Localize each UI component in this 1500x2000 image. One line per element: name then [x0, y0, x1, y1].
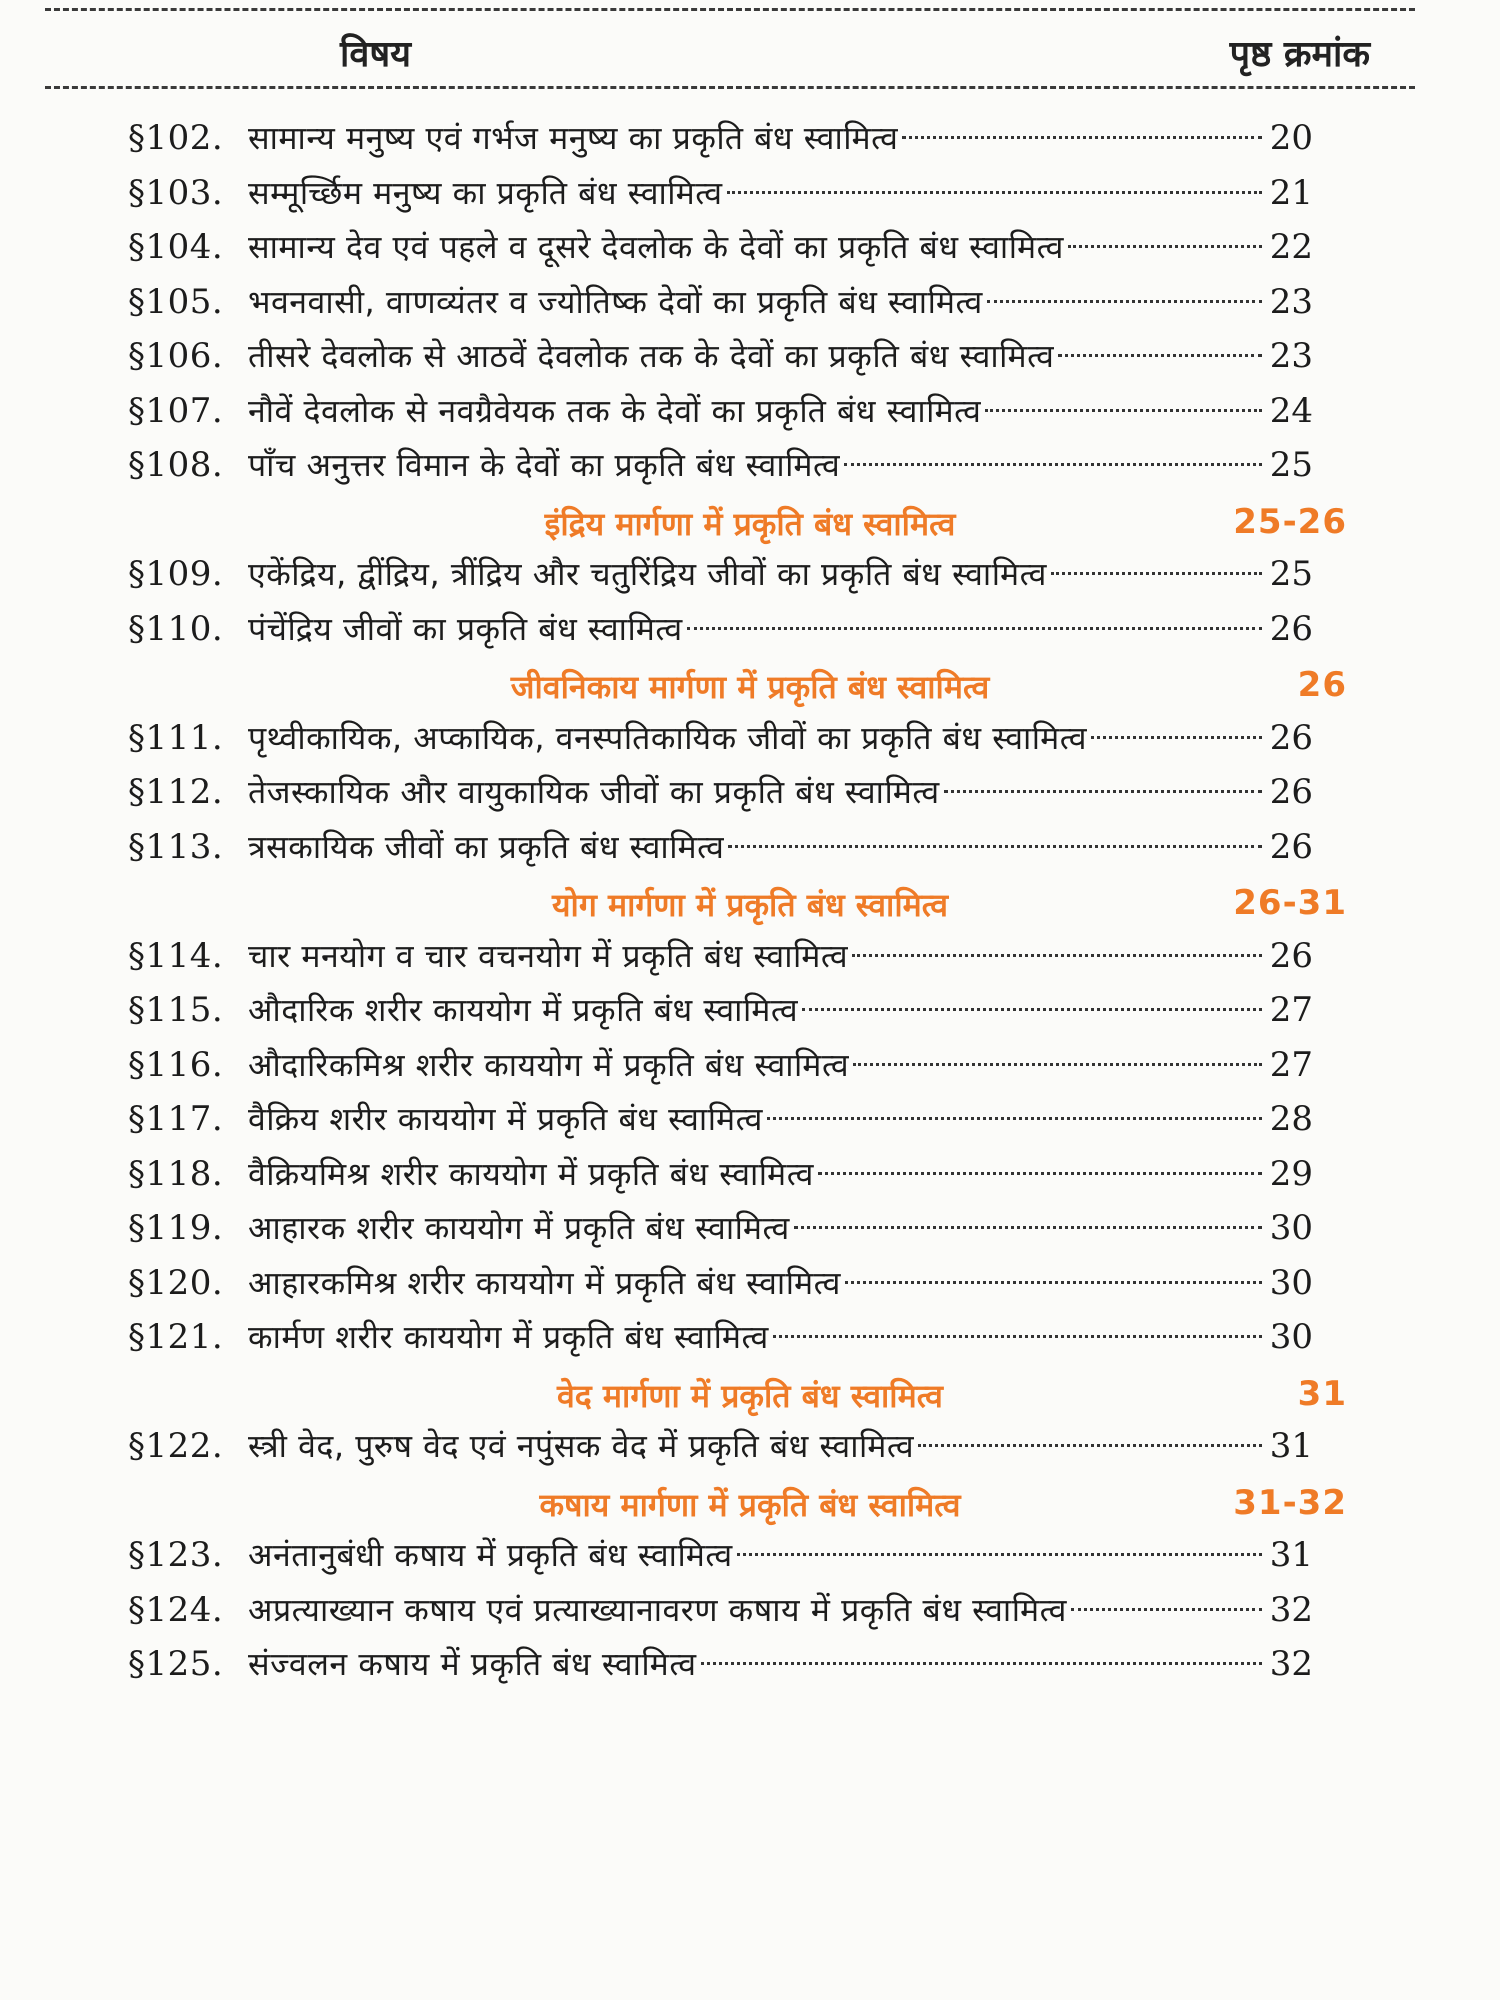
entry-section-number: §114. — [128, 935, 224, 976]
dot-leader — [987, 300, 1262, 303]
toc-entry[interactable] — [128, 1638, 1313, 1690]
entry-page-number: 31 — [1269, 1535, 1313, 1575]
entry-page-number: 26 — [1269, 826, 1313, 867]
section-title: योग मार्गणा में प्रकृति बंध स्वामित्व — [551, 886, 949, 924]
entry-section-number: §117. — [128, 1099, 224, 1139]
toc-entry[interactable] — [128, 1148, 1313, 1200]
toc-entry[interactable] — [128, 1039, 1313, 1091]
entry-title: वैक्रिय शरीर काययोग में प्रकृति बंध स्वामित्व — [248, 1100, 763, 1138]
entry-title: अप्रत्याख्यान कषाय एवं प्रत्याख्यानावरण कषाय में प्रकृति बंध स्वामित्व — [248, 1590, 1067, 1629]
entry-section-number: §109. — [128, 554, 224, 594]
dot-leader — [802, 1008, 1262, 1011]
entry-title: स्त्री वेद, पुरुष वेद एवं नपुंसक वेद में प्रकृति बंध स्वामित्व — [248, 1427, 915, 1465]
toc-entry[interactable] — [128, 439, 1313, 491]
section-page-range: 31-32 — [1233, 1482, 1347, 1523]
section-heading — [0, 494, 1500, 550]
entry-section-number: §113. — [128, 826, 224, 867]
dot-leader — [818, 1172, 1262, 1175]
dot-leader — [845, 1281, 1262, 1284]
dot-leader — [1071, 1608, 1262, 1611]
entry-page-number: 26 — [1269, 772, 1313, 812]
section-title: वेद मार्गणा में प्रकृति बंध स्वामित्व — [557, 1376, 943, 1415]
toc-entry[interactable] — [128, 1311, 1313, 1363]
dot-leader — [701, 1662, 1262, 1665]
entry-page-number: 23 — [1269, 336, 1313, 376]
dot-leader — [1068, 245, 1262, 248]
entry-section-number: §104. — [128, 227, 224, 267]
entry-title: पृथ्वीकायिक, अप्कायिक, वनस्पतिकायिक जीवों का प्रकृति बंध स्वामित्व — [248, 718, 1087, 757]
entry-section-number: §102. — [128, 118, 224, 158]
section-heading — [0, 875, 1500, 931]
entry-page-number: 20 — [1269, 118, 1313, 158]
entry-title: संज्वलन कषाय में प्रकृति बंध स्वामित्व — [248, 1645, 697, 1683]
top-dashed-divider — [45, 8, 1415, 11]
entry-title: कार्मण शरीर काययोग में प्रकृति बंध स्वामित्व — [248, 1318, 769, 1356]
entry-page-number: 30 — [1269, 1208, 1313, 1248]
entry-section-number: §106. — [128, 336, 224, 376]
section-title: कषाय मार्गणा में प्रकृति बंध स्वामित्व — [539, 1485, 961, 1524]
entry-section-number: §111. — [128, 717, 224, 758]
toc-entry[interactable] — [128, 167, 1313, 219]
entry-title: त्रसकायिक जीवों का प्रकृति बंध स्वामित्व — [248, 827, 725, 866]
entry-section-number: §115. — [128, 990, 224, 1030]
entry-page-number: 23 — [1269, 281, 1313, 322]
entry-section-number: §116. — [128, 1044, 224, 1085]
entry-title: सामान्य मनुष्य एवं गर्भज मनुष्य का प्रकृति बंध स्वामित्व — [248, 119, 899, 157]
toc-header — [0, 18, 1500, 80]
entry-section-number: §105. — [128, 281, 224, 322]
dot-leader — [853, 1063, 1262, 1066]
entry-page-number: 27 — [1269, 1044, 1313, 1085]
section-title: इंद्रिय मार्गणा में प्रकृति बंध स्वामित्व — [544, 504, 956, 543]
entry-section-number: §123. — [128, 1535, 224, 1575]
entry-page-number: 26 — [1269, 717, 1313, 758]
toc-entry[interactable] — [128, 276, 1313, 328]
entry-page-number: 32 — [1269, 1644, 1313, 1684]
entry-title: चार मनयोग व चार वचनयोग में प्रकृति बंध स्वामित्व — [248, 936, 849, 975]
entry-title: आहारक शरीर काययोग में प्रकृति बंध स्वामित्व — [248, 1209, 790, 1247]
entry-page-number: 32 — [1269, 1589, 1313, 1630]
page-number-column-label: पृष्ठ क्रमांक — [1229, 34, 1370, 75]
entry-section-number: §120. — [128, 1262, 224, 1303]
toc-entry[interactable] — [128, 385, 1313, 437]
toc-entry[interactable] — [128, 1257, 1313, 1309]
entry-section-number: §110. — [128, 608, 224, 649]
dot-leader — [737, 1553, 1262, 1556]
entry-title: औदारिकमिश्र शरीर काययोग में प्रकृति बंध स्वामित्व — [248, 1045, 850, 1084]
entry-title: अनंतानुबंधी कषाय में प्रकृति बंध स्वामित्व — [248, 1536, 733, 1574]
toc-entry[interactable] — [128, 1529, 1313, 1581]
toc-entry[interactable] — [128, 1584, 1313, 1636]
section-page-range: 26-31 — [1233, 883, 1347, 923]
dot-leader — [1051, 572, 1262, 575]
entry-title: पंचेंद्रिय जीवों का प्रकृति बंध स्वामित्व — [248, 609, 683, 648]
dot-leader — [727, 191, 1262, 194]
entry-title: पाँच अनुत्तर विमान के देवों का प्रकृति बंध स्वामित्व — [248, 446, 841, 484]
section-heading — [0, 657, 1500, 713]
entry-page-number: 24 — [1269, 390, 1313, 431]
entry-title: आहारकमिश्र शरीर काययोग में प्रकृति बंध स्वामित्व — [248, 1263, 841, 1302]
entry-page-number: 31 — [1269, 1426, 1313, 1466]
entry-section-number: §121. — [128, 1317, 224, 1357]
subject-column-label: विषय — [340, 34, 412, 75]
entry-title: तेजस्कायिक और वायुकायिक जीवों का प्रकृति बंध स्वामित्व — [248, 773, 940, 811]
entry-section-number: §112. — [128, 772, 224, 812]
dot-leader — [1058, 354, 1261, 357]
entry-page-number: 28 — [1269, 1099, 1313, 1139]
entry-page-number: 26 — [1269, 935, 1313, 976]
toc-entry[interactable] — [128, 821, 1313, 873]
entry-page-number: 27 — [1269, 990, 1313, 1030]
dot-leader — [902, 136, 1261, 139]
dot-leader — [944, 790, 1262, 793]
toc-entry[interactable] — [128, 548, 1313, 600]
entry-page-number: 30 — [1269, 1262, 1313, 1303]
toc-entry[interactable] — [128, 1202, 1313, 1254]
dot-leader — [728, 845, 1261, 848]
entry-title: तीसरे देवलोक से आठवें देवलोक तक के देवों का प्रकृति बंध स्वामित्व — [248, 337, 1055, 375]
dot-leader — [794, 1226, 1262, 1229]
entry-title: सामान्य देव एवं पहले व दूसरे देवलोक के देवों का प्रकृति बंध स्वामित्व — [248, 228, 1064, 266]
dot-leader — [985, 409, 1261, 412]
toc-entry[interactable] — [128, 112, 1313, 164]
entry-section-number: §108. — [128, 445, 224, 485]
dot-leader — [1091, 736, 1262, 739]
header-dashed-divider — [45, 86, 1415, 89]
entry-title: सम्मूर्च्छिम मनुष्य का प्रकृति बंध स्वामित्व — [248, 173, 723, 212]
toc-entry[interactable] — [128, 1420, 1313, 1472]
entry-title: वैक्रियमिश्र शरीर काययोग में प्रकृति बंध स्वामित्व — [248, 1154, 814, 1193]
toc-entry[interactable] — [128, 712, 1313, 764]
toc-entry[interactable] — [128, 766, 1313, 818]
entry-page-number: 25 — [1269, 554, 1313, 594]
dot-leader — [852, 954, 1262, 957]
toc-entry[interactable] — [128, 1093, 1313, 1145]
entry-page-number: 29 — [1269, 1153, 1313, 1194]
entry-section-number: §124. — [128, 1589, 224, 1630]
entry-title: औदारिक शरीर काययोग में प्रकृति बंध स्वामित्व — [248, 991, 799, 1029]
entry-page-number: 26 — [1269, 608, 1313, 649]
dot-leader — [687, 627, 1262, 630]
entry-section-number: §107. — [128, 390, 224, 431]
dot-leader — [844, 463, 1261, 466]
section-page-range: 26 — [1297, 665, 1347, 705]
section-page-range: 31 — [1297, 1373, 1347, 1414]
entry-title: भवनवासी, वाणव्यंतर व ज्योतिष्क देवों का प्रकृति बंध स्वामित्व — [248, 282, 983, 321]
toc-entry[interactable] — [128, 930, 1313, 982]
toc-entry[interactable] — [128, 330, 1313, 382]
section-heading — [0, 1475, 1500, 1531]
entry-section-number: §122. — [128, 1426, 224, 1466]
toc-entry[interactable] — [128, 984, 1313, 1036]
dot-leader — [773, 1335, 1262, 1338]
entry-section-number: §103. — [128, 172, 224, 213]
entry-section-number: §125. — [128, 1644, 224, 1684]
dot-leader — [767, 1117, 1262, 1120]
entry-page-number: 22 — [1269, 227, 1313, 267]
section-page-range: 25-26 — [1233, 501, 1347, 542]
entry-page-number: 25 — [1269, 445, 1313, 485]
toc-entry[interactable] — [128, 603, 1313, 655]
entry-section-number: §119. — [128, 1208, 224, 1248]
dot-leader — [918, 1444, 1262, 1447]
entry-section-number: §118. — [128, 1153, 224, 1194]
entry-title: एकेंद्रिय, द्वींद्रिय, त्रींद्रिय और चतुरिंद्रिय जीवों का प्रकृति बंध स्वामित्व — [248, 555, 1047, 593]
entry-page-number: 30 — [1269, 1317, 1313, 1357]
toc-entry[interactable] — [128, 221, 1313, 273]
section-heading — [0, 1366, 1500, 1422]
entry-title: नौवें देवलोक से नवग्रैवेयक तक के देवों का प्रकृति बंध स्वामित्व — [248, 391, 982, 430]
entry-page-number: 21 — [1269, 172, 1313, 213]
section-title: जीवनिकाय मार्गणा में प्रकृति बंध स्वामित्व — [510, 668, 990, 706]
